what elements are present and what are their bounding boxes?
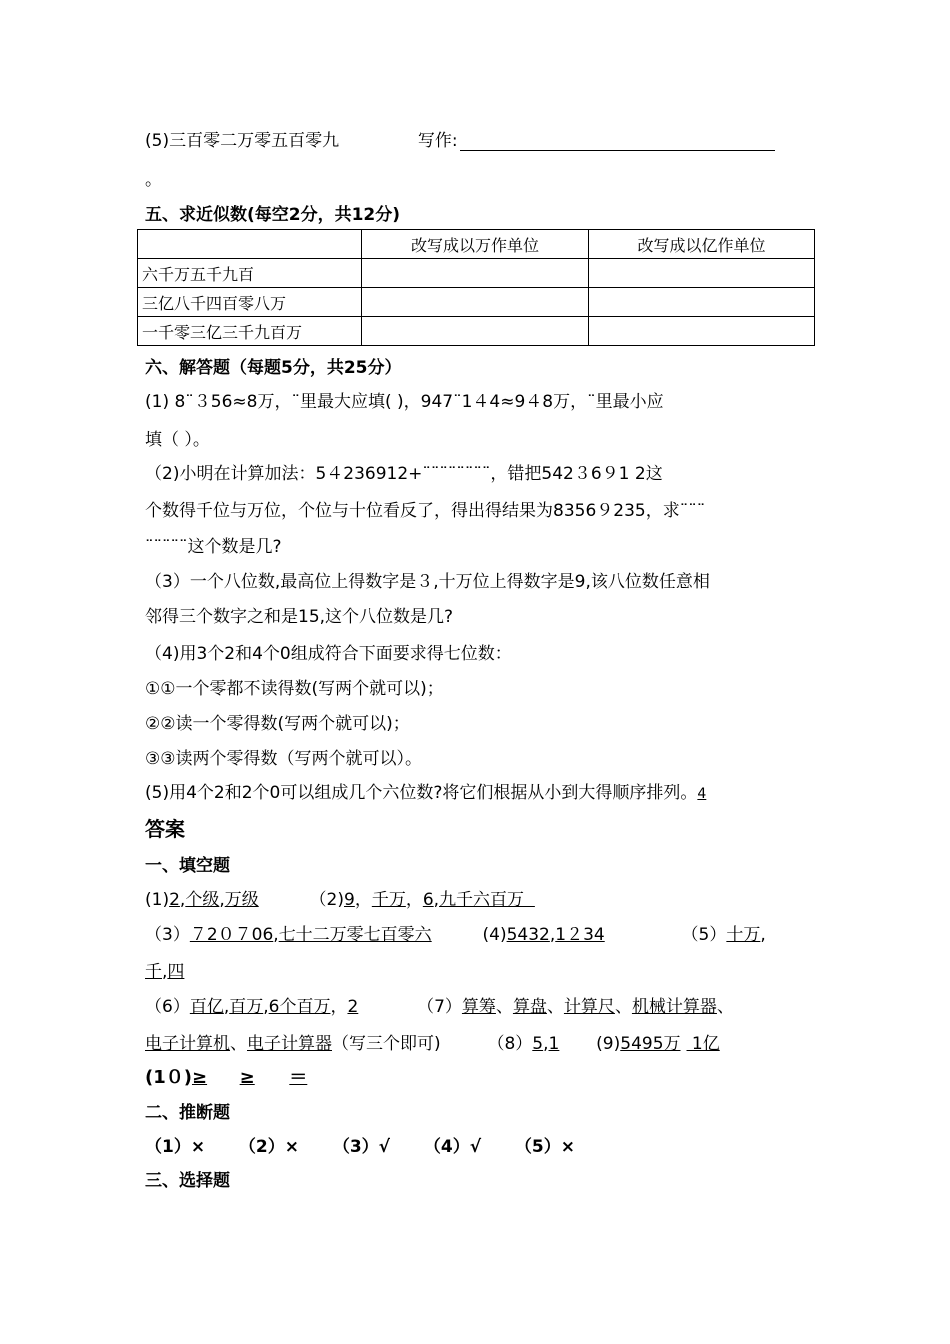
section-6-line: 填（ ）。 xyxy=(145,430,210,450)
answer-text: 1亿 xyxy=(686,1034,720,1054)
answer-row-5 xyxy=(145,1029,720,1054)
row-label: 三亿八千四百零八万 xyxy=(138,288,362,317)
judgement-answer: （2）× xyxy=(238,1137,299,1157)
question-5-end: 。 xyxy=(145,170,162,190)
answers-title: 答案 xyxy=(145,817,185,841)
answer-text: 百万 xyxy=(229,997,264,1017)
separator: 、 xyxy=(614,997,632,1017)
answer-text: 千万 xyxy=(371,890,406,910)
separator: , xyxy=(549,925,556,945)
separator: 、 xyxy=(495,997,513,1017)
separator: 、 xyxy=(716,997,734,1017)
question-5-text: (5)用4个2和2个0可以组成几个六位数?将它们根据从小到大得顺序排列。 xyxy=(145,783,698,803)
separator: , xyxy=(263,997,269,1017)
item-number: (1) xyxy=(145,890,170,910)
section-6-line: （4)用3个2和4个0组成符合下面要求得七位数： xyxy=(145,644,512,664)
question-5-line xyxy=(145,126,775,151)
answer-blank[interactable] xyxy=(460,132,775,151)
item-number: （8） xyxy=(487,1034,533,1054)
table-row xyxy=(138,288,815,317)
judgement-answer: （3）√ xyxy=(332,1137,391,1157)
section-6-line: ③③读两个零得数（写两个就可以）。 xyxy=(145,749,422,769)
answer-text: 5432 xyxy=(506,925,550,945)
approximation-table xyxy=(137,229,815,346)
separator: , xyxy=(162,962,168,982)
section-6-line: 个数得千位与万位，个位与十位看反了，得出得结果为8356９235，求¨¨¨ xyxy=(145,501,706,521)
answer-text: ≥ xyxy=(239,1067,255,1088)
answer-text: 算盘 xyxy=(512,997,547,1017)
answer-row-6 xyxy=(145,1063,307,1089)
separator: 、 xyxy=(230,1034,247,1054)
table-row xyxy=(138,317,815,346)
answer-cell[interactable] xyxy=(362,259,589,288)
separator: , xyxy=(273,925,279,945)
separator: , xyxy=(760,925,766,945)
answers-section-3-title: 三、选择题 xyxy=(145,1171,230,1191)
answer-text: 个级 xyxy=(185,890,220,910)
answer-cell[interactable] xyxy=(589,259,815,288)
separator: ， xyxy=(330,997,348,1017)
answer-text: 万级 xyxy=(224,890,259,910)
answer-cell[interactable] xyxy=(589,317,815,346)
row-label: 六千万五千九百 xyxy=(138,259,362,288)
answer-text: 9 xyxy=(344,890,355,910)
answer-text: 十万 xyxy=(726,925,761,945)
judgement-answer: （1）× xyxy=(145,1137,206,1157)
section-6-line xyxy=(145,778,706,803)
section-6-title: 六、解答题（每题5分，共25分） xyxy=(145,358,402,378)
separator: , xyxy=(223,997,230,1017)
table-header-row xyxy=(138,230,815,259)
separator: , xyxy=(179,890,186,910)
answer-text: 算筹 xyxy=(461,997,496,1017)
table-header-cell: 改写成以万作单位 xyxy=(362,230,589,259)
answer-row-2 xyxy=(145,920,766,945)
separator: , xyxy=(543,1034,549,1054)
answer-text: 1 xyxy=(548,1034,560,1054)
judgement-answers-row xyxy=(145,1132,575,1157)
answer-text: ≥ xyxy=(191,1067,208,1088)
section-6-line: 邻得三个数字之和是15,这个八位数是几? xyxy=(145,607,454,627)
item-number: （6） xyxy=(145,997,190,1017)
separator: , xyxy=(433,890,440,910)
item-number: (1０) xyxy=(145,1067,192,1088)
judgement-answer: （4）√ xyxy=(423,1137,482,1157)
section-5-title: 五、求近似数(每空2分，共12分) xyxy=(145,205,401,225)
answer-text: 6 xyxy=(422,890,434,910)
note-text: （写三个即可) xyxy=(332,1034,441,1054)
answer-text: 电子计算器 xyxy=(247,1034,332,1054)
table-header-cell xyxy=(138,230,362,259)
answer-text: 七十二万零七百零六 xyxy=(278,925,432,945)
separator: ， xyxy=(354,890,372,910)
question-5-prompt: (5)三百零二万零五百零九 xyxy=(145,131,340,151)
item-number: （3） xyxy=(145,925,190,945)
answers-section-2-title: 二、推断题 xyxy=(145,1103,230,1123)
item-number: （2) xyxy=(309,890,344,910)
answer-cell[interactable] xyxy=(589,288,815,317)
answer-text: 四 xyxy=(167,962,185,982)
item-number: （5） xyxy=(681,925,727,945)
answer-text: 5 xyxy=(532,1034,544,1054)
section-6-line: ¨¨¨¨¨这个数是几? xyxy=(145,537,282,557)
write-label: 写作: xyxy=(417,131,458,151)
answer-text: 6个百万 xyxy=(268,997,331,1017)
item-number: （7） xyxy=(417,997,462,1017)
answers-section-1-title: 一、填空题 xyxy=(145,856,230,876)
separator: ， xyxy=(405,890,423,910)
table-header-cell: 改写成以亿作单位 xyxy=(589,230,815,259)
answer-cell[interactable] xyxy=(362,288,589,317)
item-number: (4) xyxy=(482,925,507,945)
separator: , xyxy=(219,890,225,910)
answer-row-3 xyxy=(145,957,184,982)
separator: 、 xyxy=(546,997,564,1017)
answer-text: 计算尺 xyxy=(563,997,615,1017)
answer-text: 机械计算器 xyxy=(631,997,717,1017)
judgement-answer: （5）× xyxy=(514,1137,575,1157)
answer-row-1 xyxy=(145,885,535,910)
answer-text: 2 xyxy=(347,997,359,1017)
section-6-line: (1) 8¨３56≈8万，¨里最大应填( )，947¨1４4≈9４8万，¨里最小应 xyxy=(145,392,664,412)
answer-text: 九千六百万 xyxy=(439,890,535,910)
section-6-line: ②②读一个零得数(写两个就可以)； xyxy=(145,714,410,734)
answer-row-4 xyxy=(145,992,734,1017)
margin-mark: 4 xyxy=(697,786,707,802)
section-6-line: （3）一个八位数,最高位上得数字是３,十万位上得数字是9,该八位数任意相 xyxy=(145,572,710,592)
answer-text: 百亿 xyxy=(189,997,224,1017)
item-number: (9) xyxy=(596,1034,621,1054)
table-row xyxy=(138,259,815,288)
answer-text: 电子计算机 xyxy=(145,1034,230,1054)
section-6-line: （2)小明在计算加法：5４236912+¨¨¨¨¨¨¨¨，错把542３6９1 2这 xyxy=(145,464,663,484)
answer-text: 1２34 xyxy=(555,925,605,945)
row-label: 一千零三亿三千九百万 xyxy=(138,317,362,346)
answer-text: 千 xyxy=(145,962,162,982)
answer-text: ７2０７06 xyxy=(189,925,274,945)
answer-text: 5495万 xyxy=(620,1034,681,1054)
answer-text: 2 xyxy=(169,890,180,910)
answer-text: ＝ xyxy=(289,1067,308,1088)
section-6-line: ①①一个零都不读得数(写两个就可以)； xyxy=(145,679,444,699)
answer-cell[interactable] xyxy=(362,317,589,346)
